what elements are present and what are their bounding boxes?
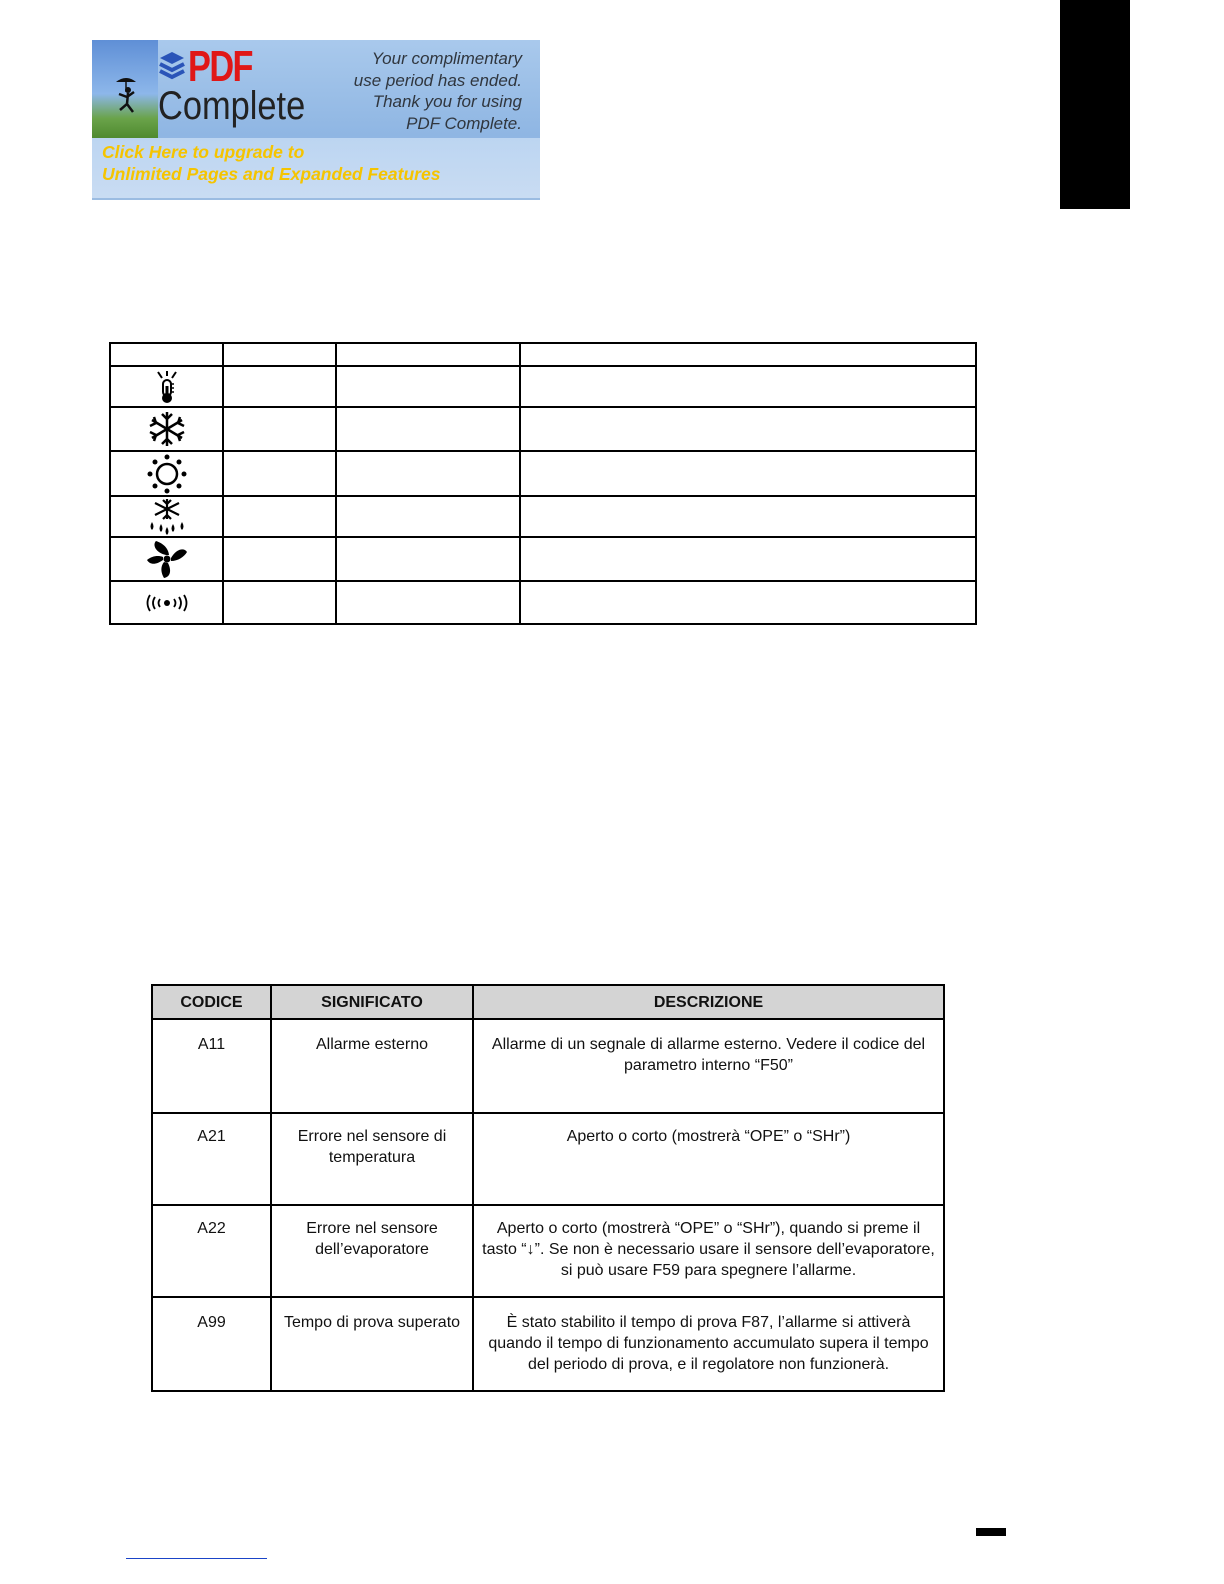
column-header-code: CODICE: [152, 985, 271, 1019]
alarm-description: Aperto o corto (mostrerà “OPE” o “SHr”): [473, 1113, 944, 1205]
thermometer-icon: [154, 370, 180, 404]
icon-cell: [110, 537, 223, 581]
table-row: [110, 581, 976, 624]
jumping-person-icon: [114, 76, 138, 116]
alarm-code: A11: [152, 1019, 271, 1113]
upgrade-link-line[interactable]: Unlimited Pages and Expanded Features: [102, 164, 441, 184]
table-row: [110, 407, 976, 451]
section-tab-marker: [1060, 0, 1130, 209]
table-cell: [223, 451, 336, 496]
table-cell: [336, 407, 520, 451]
alarm-description: È stato stabilito il tempo di prova F87, l’allarme si attiverà quando il tempo di funzionamento accumulato supera il tempo del periodo di prova, e il regolatore non funzionerà.: [473, 1297, 944, 1391]
table-row: [110, 496, 976, 537]
icons-table: [109, 342, 977, 625]
table-cell: [223, 366, 336, 407]
table-row: [110, 366, 976, 407]
icon-cell: [110, 366, 223, 407]
table-row: [152, 1113, 944, 1205]
banner-message-line: Your complimentary: [371, 49, 522, 68]
table-cell: [223, 496, 336, 537]
alarm-meaning: Errore nel sensore di temperatura: [271, 1113, 473, 1205]
banner-message: [322, 48, 522, 134]
banner-message-line: PDF Complete.: [406, 113, 522, 133]
table-row: [152, 1205, 944, 1297]
fan-icon: [146, 539, 188, 579]
table-cell: [336, 366, 520, 407]
banner-message-line: Thank you for using: [372, 92, 522, 111]
alarm-description: Allarme di un segnale di allarme esterno. Vedere il codice del parametro interno “F50”: [473, 1019, 944, 1113]
column-header-meaning: SIGNIFICATO: [271, 985, 473, 1019]
table-cell: [110, 343, 223, 366]
table-cell: [336, 343, 520, 366]
table-cell: [336, 581, 520, 624]
alarm-code: A99: [152, 1297, 271, 1391]
layers-logo-icon: [158, 50, 186, 80]
banner-message-line: use period has ended.: [353, 70, 522, 90]
banner-product: Complete: [158, 84, 306, 128]
table-cell: [223, 407, 336, 451]
alarm-signal-icon: [144, 592, 190, 614]
banner-photo: [92, 40, 158, 138]
icon-cell: [110, 451, 223, 496]
alarm-code: A21: [152, 1113, 271, 1205]
table-cell: [223, 581, 336, 624]
table-cell: [520, 581, 976, 624]
alarm-codes-table: [151, 984, 945, 1392]
table-cell: [520, 343, 976, 366]
table-cell: [336, 537, 520, 581]
table-cell: [520, 537, 976, 581]
alarm-table-header-row: [152, 985, 944, 1019]
table-row: [152, 1297, 944, 1391]
table-row: [110, 451, 976, 496]
table-cell: [520, 366, 976, 407]
upgrade-link-line[interactable]: Click Here to upgrade to: [102, 142, 305, 162]
icon-cell: [110, 496, 223, 537]
table-cell: [520, 451, 976, 496]
upgrade-link[interactable]: [92, 138, 540, 200]
table-cell: [520, 407, 976, 451]
column-header-description: DESCRIZIONE: [473, 985, 944, 1019]
sun-icon: [146, 454, 188, 494]
table-cell: [223, 343, 336, 366]
pdf-complete-banner[interactable]: [92, 40, 540, 198]
icon-cell: [110, 407, 223, 451]
footer-link-underline[interactable]: [126, 1558, 267, 1559]
table-row: [110, 537, 976, 581]
alarm-code: A22: [152, 1205, 271, 1297]
alarm-description: Aperto o corto (mostrerà “OPE” o “SHr”), quando si preme il tasto “↓”. Se non è necessario usare il sensore dell’evaporatore, si può usare F59 para spegnere l’allarme.: [473, 1205, 944, 1297]
alarm-meaning: Allarme esterno: [271, 1019, 473, 1113]
defrost-icon: [145, 498, 189, 536]
table-cell: [336, 496, 520, 537]
snowflake-icon: [145, 410, 189, 448]
icon-cell: [110, 581, 223, 624]
table-cell: [336, 451, 520, 496]
banner-brand: PDF: [188, 42, 252, 91]
page-number-marker: [976, 1528, 1006, 1536]
icons-table-header-row: [110, 343, 976, 366]
alarm-meaning: Errore nel sensore dell’evaporatore: [271, 1205, 473, 1297]
alarm-meaning: Tempo di prova superato: [271, 1297, 473, 1391]
table-cell: [223, 537, 336, 581]
table-row: [152, 1019, 944, 1113]
table-cell: [520, 496, 976, 537]
